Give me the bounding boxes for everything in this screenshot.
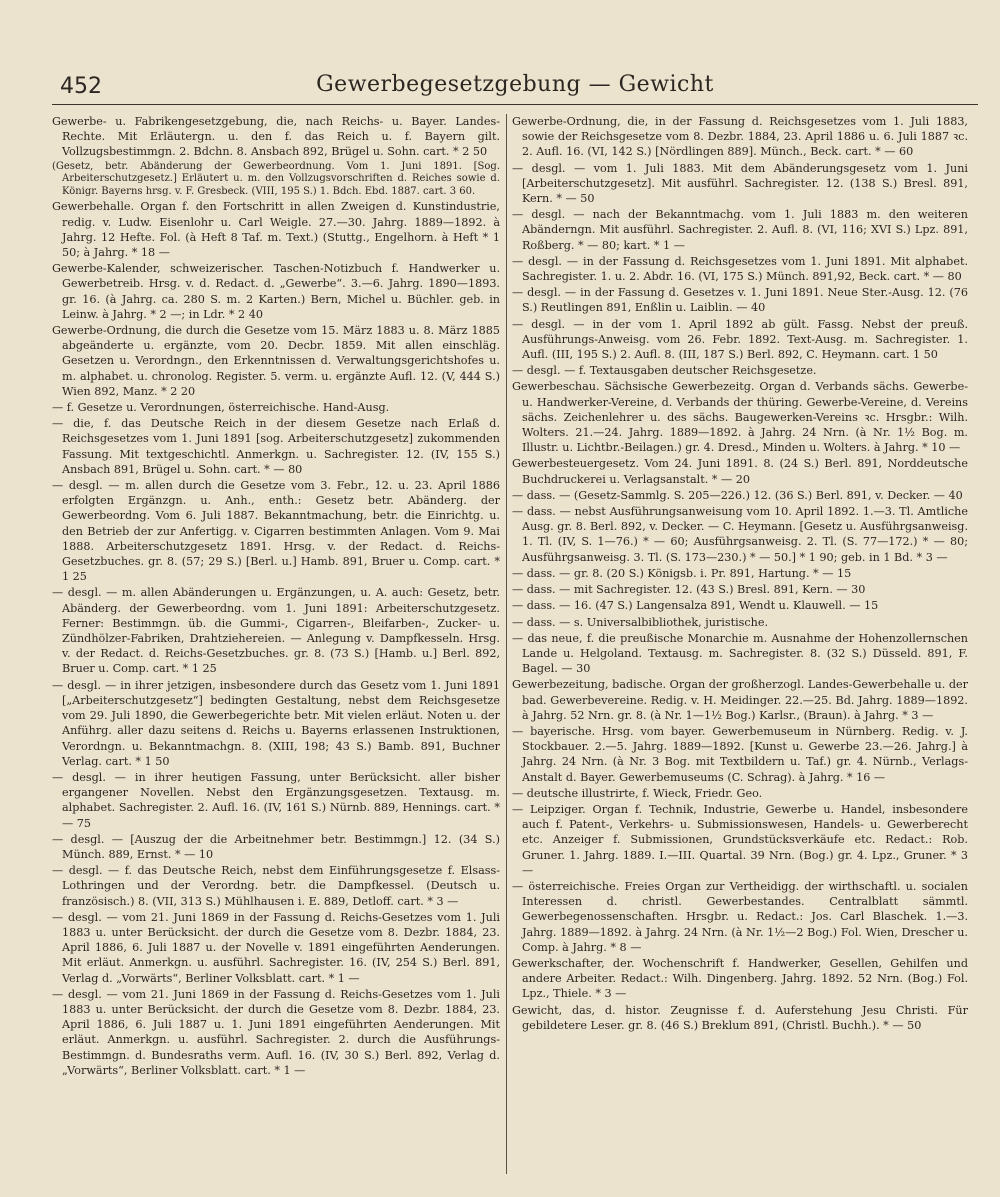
catalog-entry: — die, f. das Deutsche Reich in der diesem Gesetze nach Erlaß d. Reichsgesetzes vom 1. Juni 1891 [sog. Arbeiterschutzgesetz] zukommenden Fassung. Mit textgeschichtl. Anmerkgn. u. Sachregister. 12. (IV, 155 S.) Ansbach 891, Brügel u. Sohn. cart. * — 80	[52, 417, 500, 476]
catalog-entry: — bayerische. Hrsg. vom bayer. Gewerbemuseum in Nürnberg. Redig. v. J. Stockbauer. 2.—5. Jahrg. 1889—1892. [Kunst u. Gewerbe 23.—26. Jahrg.] à Jahrg. 24 Nrn. (à Nr. 3 Bog. mit Textbildern u. Taf.) gr. 4. Nürnb., Verlags-Anstalt d. Bayer. Gewerbemuseums (C. Schrag). à Jahrg. * 16 —	[512, 724, 968, 784]
catalog-entry: — desgl. — vom 21. Juni 1869 in der Fassung d. Reichs-Gesetzes vom 1. Juli 1883 u. unter Berücksicht. der durch die Gesetze vom 8. Dezbr. 1884, 23. April 1886, 6. Juli 1887 u. 1. Juni 1891 eingeführten Aenderungen. Mit erläut. Anmerkgn. u. ausführl. Sachregister. 2. durch die Ausführungs-Bestimmgn. d. Bundesraths verm. Aufl. 16. (IV, 30 S.) Berl. 892, Verlag d. „Vorwärts“, Berliner Volksblatt. cart. * 1 —	[52, 987, 500, 1077]
catalog-entry: — dass. — mit Sachregister. 12. (43 S.) Bresl. 891, Kern. — 30	[512, 583, 866, 597]
header-rule	[52, 104, 978, 105]
right-column	[512, 114, 968, 1034]
catalog-entry: Gewerbe-Ordnung, die, in der Fassung d. Reichsgesetzes vom 1. Juli 1883, sowie der Reichsgesetze vom 8. Dezbr. 1884, 23. April 1886 u. 6. Juli 1887 ꝛc. 2. Aufl. 16. (VI, 142 S.) [Nördlingen 889]. Münch., Beck. cart. * — 60	[512, 115, 968, 159]
catalog-entry: Gewerbe- u. Fabrikengesetzgebung, die, nach Reichs- u. Bayer. Landes-Rechte. Mit Erläutergn. u. den f. das Reich u. f. Bayern gilt. Vollzugsbestimmgn. 2. Bdchn. 8. Ansbach 892, Brügel u. Sohn. cart. * 2 50	[52, 115, 500, 159]
catalog-entry: — dass. — (Gesetz-Sammlg. S. 205—226.) 12. (36 S.) Berl. 891, v. Decker. — 40	[512, 488, 963, 502]
catalog-entry: — desgl. — m. allen durch die Gesetze vom 3. Febr., 12. u. 23. April 1886 erfolgten Ergänzgn. u. Anh., enth.: Gesetz betr. Abänderg. der Gewerbeordng. Vom 6. Juli 1887. Bekanntmachung, betr. die Einrichtg. u. den Betrieb der zur Anfertigg. v. Cigarren bestimmten Anlagen. Vom 9. Mai 1888. Arbeiterschutzgesetz 1891. Hrsg. v. der Redact. d. Reichs-Gesetzbuches. gr. 8. (57; 29 S.) [Berl. u.] Hamb. 891, Bruer u. Comp. cart. * 1 25	[52, 479, 500, 584]
catalog-entry: Gewerbe-Kalender, schweizerischer. Taschen-Notizbuch f. Handwerker u. Gewerbetreib. Hrsg. v. d. Redact. d. „Gewerbe“. 3.—6. Jahrg. 1890—1893. gr. 16. (à Jahrg. ca. 280 S. m. 2 Karten.) Bern, Michel u. Büchler. geb. in Leinw. à Jahrg. * 2 —; in Ldr. * 2 40	[52, 262, 500, 321]
catalog-entry: Gewerkschafter, der. Wochenschrift f. Handwerker, Gesellen, Gehilfen und andere Arbeiter. Redact.: Wilh. Dingenberg. Jahrg. 1892. 52 Nrn. (Bog.) Fol. Lpz., Thiele. * 3 —	[512, 956, 968, 1001]
catalog-entry: — Leipziger. Organ f. Technik, Industrie, Gewerbe u. Handel, insbesondere auch f. Patent-, Verkehrs- u. Submissionswesen, Handels- u. Gewerberecht etc. Anzeiger f. Submissionen, Grundstücksverkäufe etc. Redact.: Rob. Gruner. 1. Jahrg. 1889. I.—III. Quartal. 39 Nrn. (Bog.) gr. 4. Lpz., Gruner. * 3 —	[512, 802, 968, 877]
catalog-entry: — desgl. — in der Fassung d. Gesetzes v. 1. Juni 1891. Neue Ster.-Ausg. 12. (76 S.) Reutlingen 891, Enßlin u. Laiblin. — 40	[512, 286, 968, 315]
catalog-entry: — desgl. — [Auszug der die Arbeitnehmer betr. Bestimmgn.] 12. (34 S.) Münch. 889, Ernst. * — 10	[52, 832, 500, 861]
catalog-entry: — deutsche illustrirte, f. Wieck, Friedr. Geo.	[512, 786, 763, 800]
catalog-entry: — dass. — s. Universalbibliothek, juristische.	[512, 615, 769, 629]
running-head: Gewerbegesetzgebung — Gewicht	[316, 72, 714, 97]
catalog-entry: — desgl. — f. das Deutsche Reich, nebst dem Einführungsgesetze f. Elsass-Lothringen und der Verordng. betr. die Dampfkessel. (Deutsch u. französisch.) 8. (VII, 313 S.) Mühlhausen i. E. 889, Detloff. cart. * 3 —	[52, 864, 500, 908]
catalog-entry: — desgl. — nach der Bekanntmachg. vom 1. Juli 1883 m. den weiteren Abänderngn. Mit ausführl. Sachregister. 2. Aufl. 8. (VI, 116; XVI S.) Lpz. 891, Roßberg. * — 80; kart. * 1 —	[512, 208, 968, 252]
catalog-entry: — desgl. — vom 21. Juni 1869 in der Fassung d. Reichs-Gesetzes vom 1. Juli 1883 u. unter Berücksicht. der durch die Gesetze vom 8. Dezbr. 1884, 23. April 1886, 6. Juli 1887 u. der Novelle v. 1891 eingeführten Aenderungen. Mit erläut. Anmerkgn. u. ausführl. Sachregister. 16. (IV, 254 S.) Berl. 891, Verlag d. „Vorwärts“, Berliner Volksblatt. cart. * 1 —	[52, 910, 500, 985]
catalog-entry: — desgl. — in ihrer jetzigen, insbesondere durch das Gesetz vom 1. Juni 1891 [„Arbeiterschutzgesetz“] bedingten Gestaltung, nebst dem Reichsgesetze vom 29. Juli 1890, die Gewerbegerichte betr. Mit vielen erläut. Noten u. der Anführg. aller dazu seitens d. Reichs u. Bayerns erlassenen Instruktionen, Verordngn. u. Bekanntmachgn. 8. (XIII, 198; 43 S.) Bamb. 891, Buchner Verlag. cart. * 1 50	[52, 678, 500, 768]
catalog-entry: Gewerbehalle. Organ f. den Fortschritt in allen Zweigen d. Kunstindustrie, redig. v. Ludw. Eisenlohr u. Carl Weigle. 27.—30. Jahrg. 1889—1892. à Jahrg. 12 Hefte. Fol. (à Heft 8 Taf. m. Text.) (Stuttg., Engelhorn. à Heft * 1 50; à Jahrg. * 18 —	[52, 200, 500, 259]
left-column	[52, 114, 500, 1079]
catalog-entry: — desgl. — in ihrer heutigen Fassung, unter Berücksicht. aller bisher ergangener Novellen. Nebst den Ergänzungsgesetzen. Textausg. m. alphabet. Sachregister. 2. Aufl. 16. (IV, 161 S.) Nürnb. 889, Hennings. cart. * — 75	[52, 770, 500, 830]
column-divider	[506, 114, 507, 1174]
catalog-entry: — österreichische. Freies Organ zur Vertheidigg. der wirthschaftl. u. socialen Interessen d. christl. Gewerbestandes. Centralblatt sämmtl. Gewerbegenossenschaften. Hrsgbr. u. Redact.: Jos. Carl Blaschek. 1.—3. Jahrg. 1889—1892. à Jahrg. 24 Nrn. (à Nr. 1½—2 Bog.) Fol. Wien, Drescher u. Comp. à Jahrg. * 8 —	[512, 879, 968, 954]
catalog-entry: — desgl. — in der vom 1. April 1892 ab gült. Fassg. Nebst der preuß. Ausführungs-Anweisg. vom 26. Febr. 1892. Text-Ausg. m. Sachregister. 1. Aufl. (III, 195 S.) 2. Aufl. 8. (III, 187 S.) Berl. 892, C. Heymann. cart. 1 50	[512, 317, 968, 362]
catalog-entry: — desgl. — f. Textausgaben deutscher Reichsgesetze.	[512, 364, 817, 378]
catalog-entry: — desgl. — in der Fassung d. Reichsgesetzes vom 1. Juni 1891. Mit alphabet. Sachregister. 1. u. 2. Abdr. 16. (VI, 175 S.) Münch. 891,92, Beck. cart. * — 80	[512, 254, 968, 284]
catalog-entry: — dass. — gr. 8. (20 S.) Königsb. i. Pr. 891, Hartung. * — 15	[512, 566, 852, 580]
catalog-entry: Gewerbezeitung, badische. Organ der großherzogl. Landes-Gewerbehalle u. der bad. Gewerbevereine. Redig. v. H. Meidinger. 22.—25. Bd. Jahrg. 1889—1892. à Jahrg. 52 Nrn. gr. 8. (à Nr. 1—1½ Bog.) Karlsr., (Braun). à Jahrg. * 3 —	[512, 678, 968, 722]
catalog-entry: — dass. — 16. (47 S.) Langensalza 891, Wendt u. Klauwell. — 15	[512, 599, 879, 613]
catalog-entry: Gewicht, das, d. histor. Zeugnisse f. d. Auferstehung Jesu Christi. Für gebildetere Leser. gr. 8. (46 S.) Breklum 891, (Christl. Buchh.). * — 50	[512, 1003, 968, 1032]
catalog-entry: (Gesetz, betr. Abänderung der Gewerbeordnung. Vom 1. Juni 1891. [Sog. Arbeiterschutzgesetz.] Erläutert u. m. den Vollzugsvorschriften d. Reiches sowie d. Königr. Bayerns hrsg. v. F. Gresbeck. (VIII, 195 S.) 1. Bdch. Ebd. 1887. cart. 3 60.	[52, 160, 500, 197]
catalog-entry: Gewerbe-Ordnung, die durch die Gesetze vom 15. März 1883 u. 8. März 1885 abgeänderte u. ergänzte, vom 20. Decbr. 1859. Mit allen einschläg. Gesetzen u. Verordngn., den Erkenntnissen d. Verwaltungsgerichtshofes u. m. alphabet. u. chronolog. Register. 5. verm. u. ergänzte Aufl. 12. (V, 444 S.) Wien 892, Manz. * 2 20	[52, 324, 500, 398]
page-header	[52, 68, 978, 104]
catalog-entry: — desgl. — vom 1. Juli 1883. Mit dem Abänderungsgesetz vom 1. Juni [Arbeiterschutzgesetz]. Mit ausführl. Sachregister. 12. (138 S.) Bresl. 891, Kern. * — 50	[512, 161, 968, 206]
catalog-entry: — f. Gesetze u. Verordnungen, österreichische. Hand-Ausg.	[52, 401, 390, 415]
catalog-entry: Gewerbesteuergesetz. Vom 24. Juni 1891. 8. (24 S.) Berl. 891, Norddeutsche Buchdruckerei u. Verlagsanstalt. * — 20	[512, 457, 968, 486]
catalog-entry: — das neue, f. die preußische Monarchie m. Ausnahme der Hohenzollernschen Lande u. Helgoland. Textausg. m. Sachregister. 8. (32 S.) Düsseld. 891, F. Bagel. — 30	[512, 631, 968, 676]
catalog-entry: Gewerbeschau. Sächsische Gewerbezeitg. Organ d. Verbands sächs. Gewerbe- u. Handwerker-Vereine, d. Verbands der thüring. Gewerbe-Vereine, d. Vereins sächs. Zeichenlehrer u. des sächs. Baugewerken-Vereins ꝛc. Hrsgbr.: Wilh. Wolters. 21.—24. Jahrg. 1889—1892. à Jahrg. 24 Nrn. (à Nr. 1½ Bog. m. Illustr. u. Lichtbr.-Beilagen.) gr. 4. Dresd., Minden u. Wolters. à Jahrg. * 10 —	[512, 380, 968, 455]
page-number: 452	[60, 74, 102, 99]
page	[52, 68, 978, 1178]
catalog-entry: — desgl. — m. allen Abänderungen u. Ergänzungen, u. A. auch: Gesetz, betr. Abänderg. der Gewerbeordng. vom 1. Juni 1891: Arbeiterschutzgesetz. Ferner: Bestimmgn. üb. die Gummi-, Cigarren-, Bleifarben-, Zucker- u. Zündhölzer-Fabriken, Drahtziehereien. — Anlegung v. Dampfkesseln. Hrsg. v. der Redact. d. Reichs-Gesetzbuches. gr. 8. (73 S.) [Hamb. u.] Berl. 892, Bruer u. Comp. cart. * 1 25	[52, 586, 500, 676]
catalog-entry: — dass. — nebst Ausführungsanweisung vom 10. April 1892. 1.—3. Tl. Amtliche Ausg. gr. 8. Berl. 892, v. Decker. — C. Heymann. [Gesetz u. Ausführgsanweisg. 1. Tl. (IV, S. 1—76.) * — 60; Ausführgsanweisg. 2. Tl. (S. 77—172.) * — 80; Ausführgsanweisg. 3. Tl. (S. 173—230.) * — 50.] * 1 90; geb. in 1 Bd. * 3 —	[512, 505, 968, 564]
